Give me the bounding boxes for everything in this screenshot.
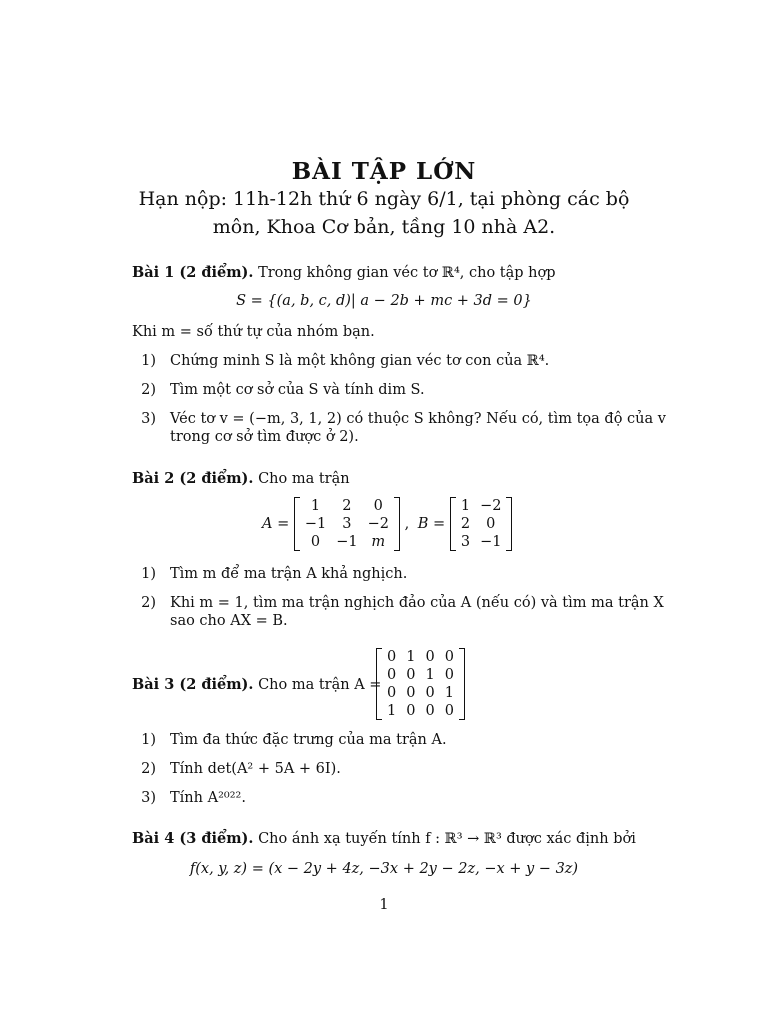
bai2-item-2-cont: sao cho AX = B. bbox=[170, 613, 288, 629]
bai3-item-1-num: 1) bbox=[141, 732, 156, 748]
bai1-item-3-cont: trong cơ sở tìm được ở 2). bbox=[170, 429, 359, 445]
matrix-cell: 1 bbox=[310, 498, 321, 514]
matrix-cell: −2 bbox=[480, 498, 502, 514]
matrix-cell: 3 bbox=[342, 516, 352, 532]
bai3-item-2: Tính det(A² + 5A + 6I). bbox=[170, 761, 341, 777]
page-number: 1 bbox=[379, 897, 389, 913]
bai1-item-2: Tìm một cơ sở của S và tính dim S. bbox=[170, 382, 425, 398]
bai1-intro: Trong không gian véc tơ ℝ⁴, cho tập hợp bbox=[258, 265, 556, 281]
bai2-intro: Cho ma trận bbox=[258, 471, 350, 487]
matrix-cell: 0 bbox=[406, 685, 416, 701]
bai3-heading bbox=[132, 676, 381, 693]
deadline-line-1: Hạn nộp: 11h-12h thứ 6 ngày 6/1, tại phòng các bộ bbox=[138, 188, 630, 210]
matrix-cell: 3 bbox=[460, 534, 471, 550]
bai2-label: Bài 2 (2 điểm). bbox=[132, 470, 254, 487]
bai4-label: Bài 4 (3 điểm). bbox=[132, 830, 254, 847]
matrix-cell: 2 bbox=[342, 498, 352, 514]
bai2-item-2-num: 2) bbox=[141, 595, 156, 611]
matrix-cell: 0 bbox=[387, 685, 397, 701]
matrix-cell: 0 bbox=[373, 498, 383, 514]
matrix-cell: 0 bbox=[310, 534, 321, 550]
bai1-item-3: Véc tơ v = (−m, 3, 1, 2) có thuộc S không? Nếu có, tìm tọa độ của v bbox=[170, 411, 666, 427]
matrix-cell: 0 bbox=[406, 667, 416, 683]
bai4-heading bbox=[132, 830, 636, 847]
bai1-label: Bài 1 (2 điểm). bbox=[132, 264, 254, 281]
bai2-item-1: Tìm m để ma trận A khả nghịch. bbox=[170, 566, 408, 582]
matrix-cell: 1 bbox=[460, 498, 471, 514]
matrix-cell: 0 bbox=[387, 649, 397, 665]
bai3-item-1: Tìm đa thức đặc trưng của ma trận A. bbox=[170, 732, 447, 748]
bai1-heading bbox=[132, 264, 556, 281]
bai1-item-1-num: 1) bbox=[141, 353, 156, 369]
matrix-cell: 2 bbox=[460, 516, 471, 532]
matrix-cell: 0 bbox=[444, 649, 454, 665]
bai1-item-2-num: 2) bbox=[141, 382, 156, 398]
bai3-intro: Cho ma trận A = bbox=[258, 677, 382, 693]
matrix-cell: −1 bbox=[480, 534, 502, 550]
matrix-cell: 0 bbox=[425, 703, 435, 719]
deadline-line-2: môn, Khoa Cơ bản, tầng 10 nhà A2. bbox=[212, 216, 556, 238]
matrix-cell: 0 bbox=[425, 685, 435, 701]
bai4-intro: Cho ánh xạ tuyến tính f : ℝ³ → ℝ³ được xác định bởi bbox=[258, 831, 636, 847]
matrix-b-label: B = bbox=[417, 516, 446, 532]
bai4-formula: f(x, y, z) = (x − 2y + 4z, −3x + 2y − 2z, −x + y − 3z) bbox=[189, 861, 579, 877]
matrix-b bbox=[450, 497, 513, 551]
matrix-cell: 1 bbox=[406, 649, 416, 665]
matrix-cell: 1 bbox=[444, 685, 454, 701]
matrix-cell: −2 bbox=[367, 516, 389, 532]
matrix-cell: 1 bbox=[425, 667, 435, 683]
matrix-a-label: A = bbox=[262, 516, 290, 532]
matrix-cell: 0 bbox=[444, 667, 454, 683]
matrix-a bbox=[294, 497, 400, 551]
matrix-separator: , bbox=[404, 516, 410, 532]
bai3-item-3: Tính A²⁰²². bbox=[170, 790, 246, 806]
bai3-item-3-num: 3) bbox=[141, 790, 156, 806]
bai2-item-1-num: 1) bbox=[141, 566, 156, 582]
matrix-cell: 0 bbox=[425, 649, 435, 665]
bai3-matrix-wrap bbox=[376, 648, 465, 720]
bai2-matrices bbox=[262, 497, 512, 551]
matrix-cell: −1 bbox=[336, 534, 358, 550]
bai1-item-3-num: 3) bbox=[141, 411, 156, 427]
matrix-cell: 0 bbox=[406, 703, 416, 719]
bai1-set-equation: S = {(a, b, c, d)| a − 2b + mc + 3d = 0} bbox=[236, 293, 532, 309]
bai3-item-2-num: 2) bbox=[141, 761, 156, 777]
bai1-note: Khi m = số thứ tự của nhóm bạn. bbox=[132, 324, 375, 340]
matrix-cell: 0 bbox=[486, 516, 496, 532]
matrix-a-4x4 bbox=[376, 648, 465, 720]
bai2-item-2: Khi m = 1, tìm ma trận nghịch đảo của A (nếu có) và tìm ma trận X bbox=[170, 595, 664, 611]
bai1-item-1: Chứng minh S là một không gian véc tơ con của ℝ⁴. bbox=[170, 353, 550, 369]
matrix-cell: 0 bbox=[444, 703, 454, 719]
matrix-cell: 1 bbox=[387, 703, 397, 719]
bai3-label: Bài 3 (2 điểm). bbox=[132, 676, 254, 693]
matrix-cell: 0 bbox=[387, 667, 397, 683]
matrix-cell: −1 bbox=[304, 516, 327, 532]
document-title: BÀI TẬP LỚN bbox=[291, 158, 477, 185]
matrix-cell: m bbox=[371, 534, 386, 550]
bai2-heading bbox=[132, 470, 350, 487]
